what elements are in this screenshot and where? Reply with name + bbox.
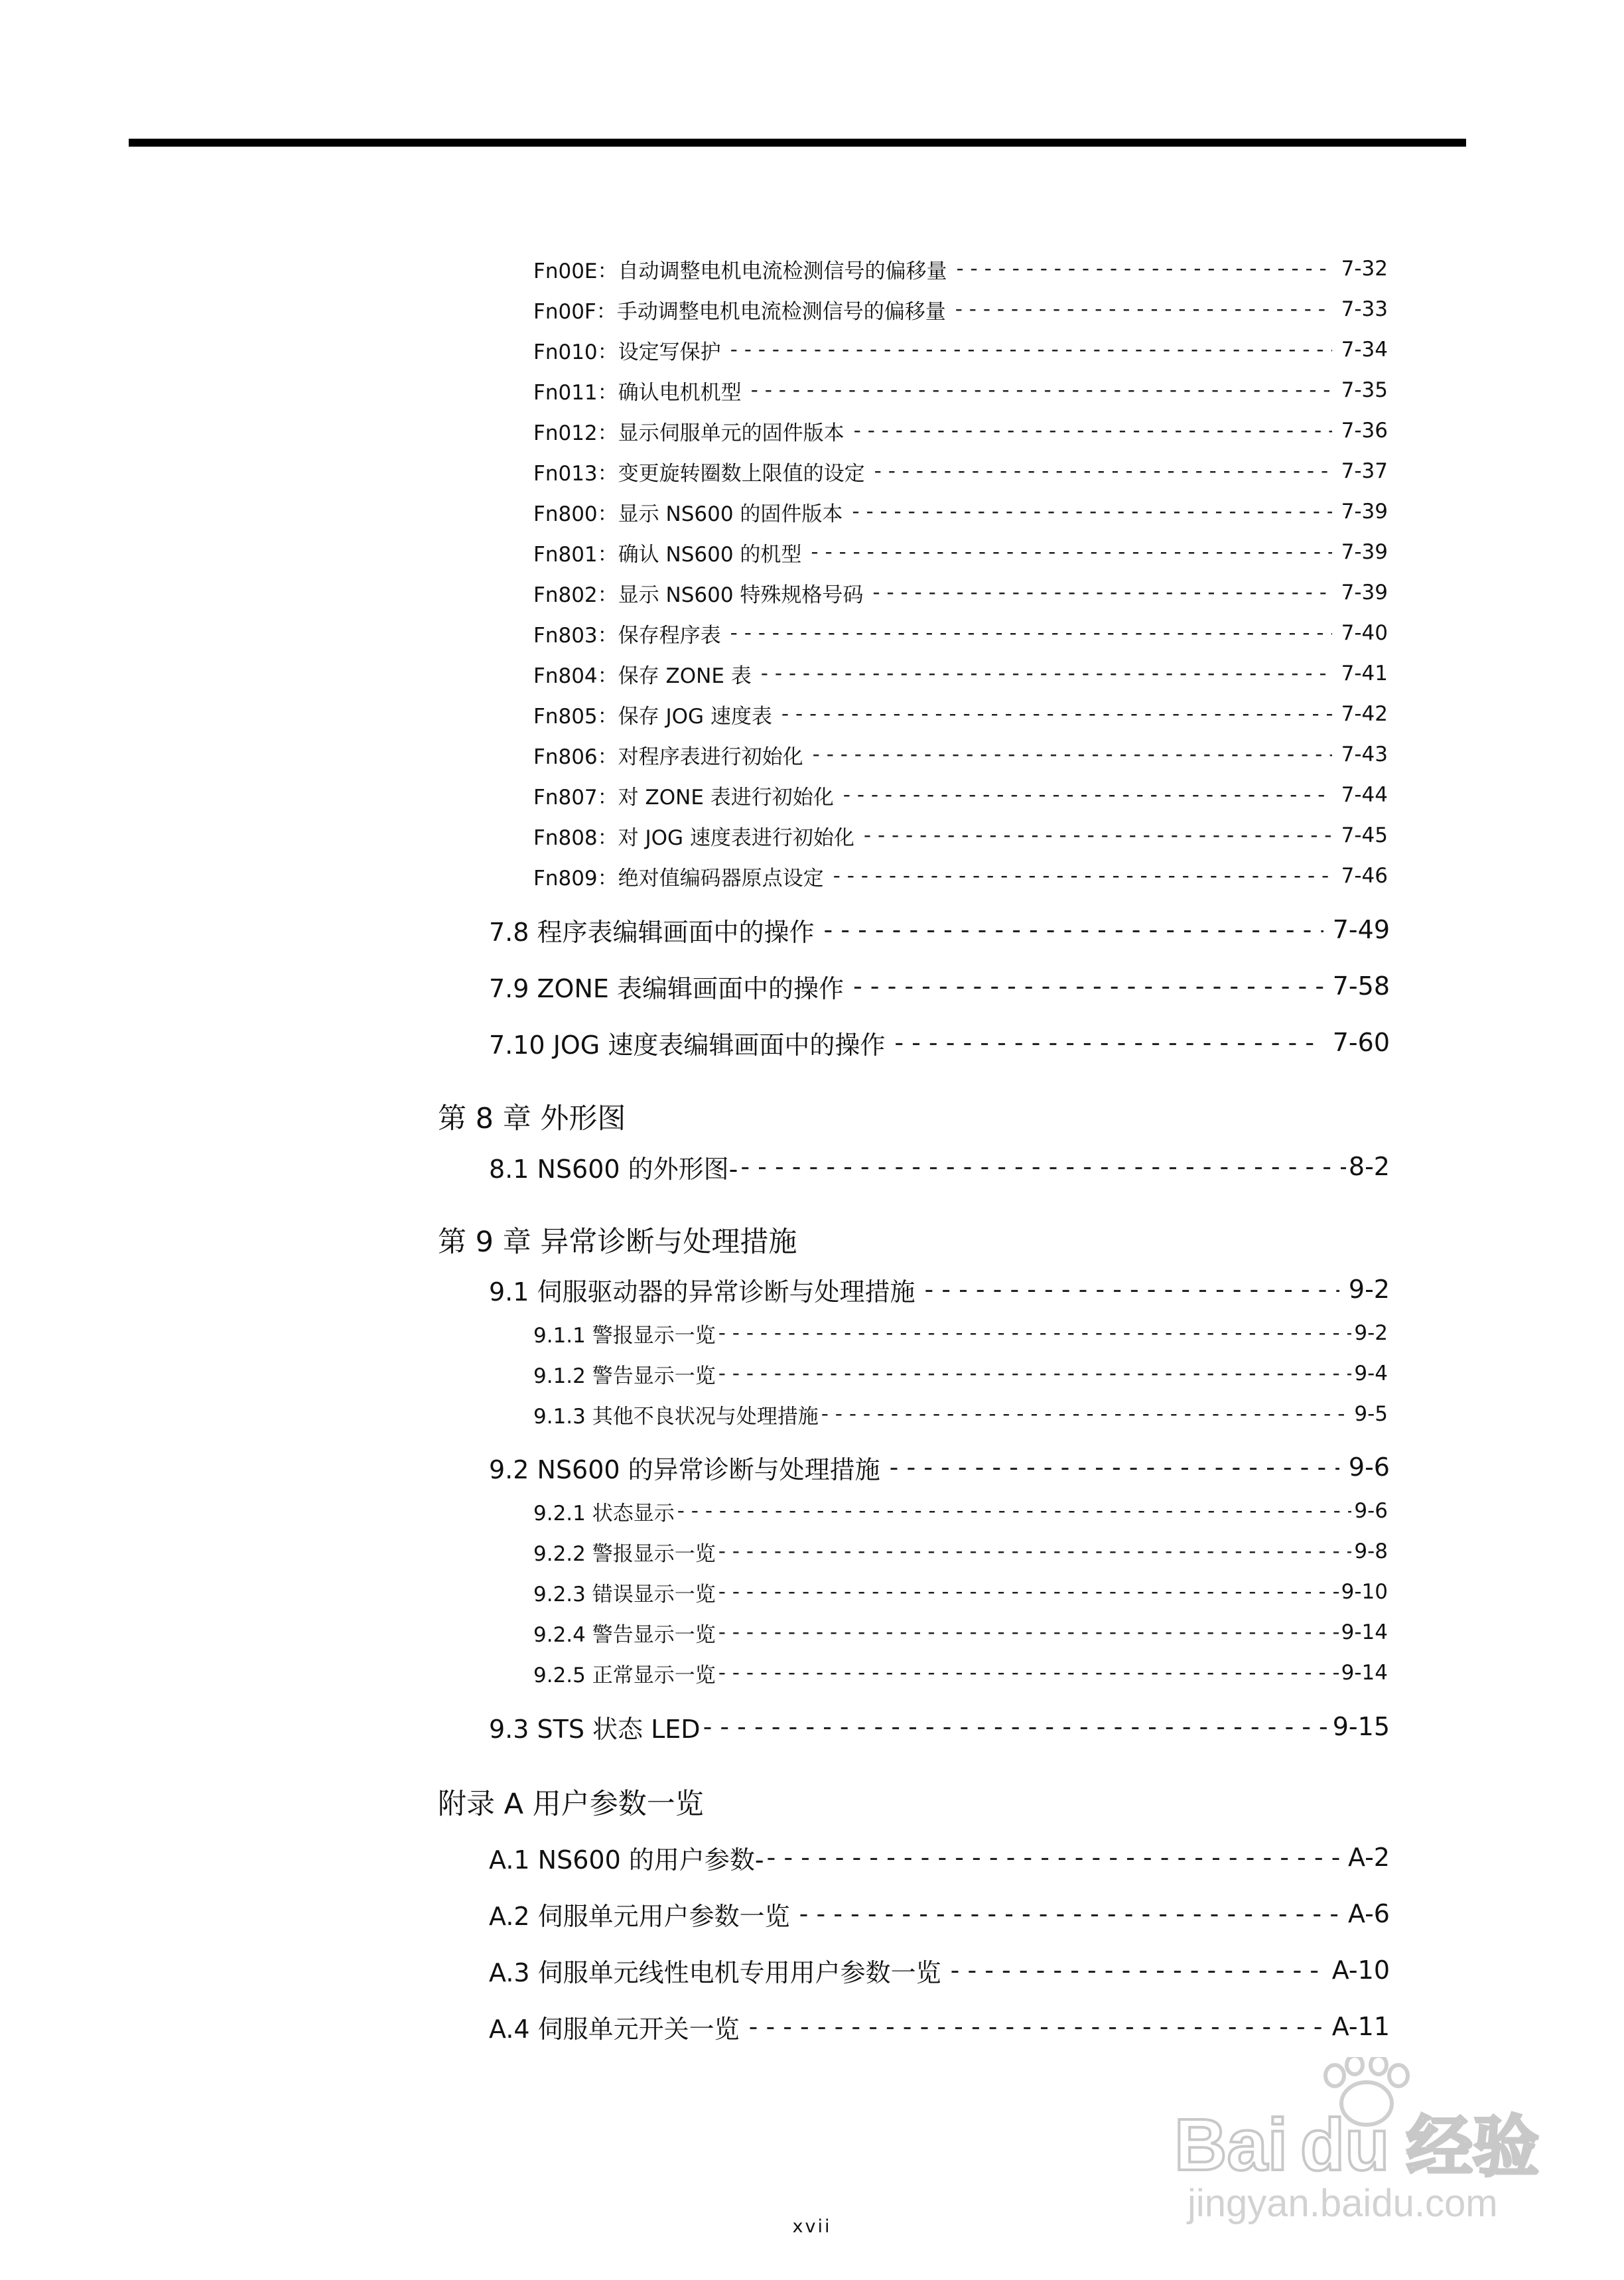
toc-entry[interactable] — [533, 578, 1388, 607]
toc-entry-page: 7-42 — [1341, 702, 1388, 726]
toc-entry-page: 7-43 — [1341, 743, 1388, 766]
toc-entry[interactable] — [533, 1399, 1388, 1429]
toc-entry-page: 7-44 — [1341, 783, 1388, 807]
toc-entry-label: Fn013：变更旋转圈数上限值的设定 — [533, 461, 865, 486]
toc-entry[interactable] — [533, 1318, 1388, 1348]
toc-section-label: A.4 伺服单元开关一览 — [489, 2014, 740, 2044]
toc-entry-page: 7-36 — [1341, 419, 1388, 443]
toc-entry-label: Fn804：保存 ZONE 表 — [533, 664, 752, 688]
chapter-heading[interactable]: 第 9 章 异常诊断与处理措施 — [438, 1225, 797, 1259]
baidu-jingyan-watermark — [1168, 2057, 1566, 2230]
toc-entry[interactable] — [533, 780, 1388, 810]
toc-entry[interactable] — [533, 295, 1388, 324]
toc-entry[interactable] — [533, 1658, 1388, 1687]
toc-section-page: A-6 — [1347, 1899, 1390, 1928]
toc-entry-page: 7-40 — [1341, 621, 1388, 645]
toc-entry-label: Fn808：对 JOG 速度表进行初始化 — [533, 825, 854, 850]
toc-entry-label: Fn805：保存 JOG 速度表 — [533, 704, 772, 729]
toc-entry-page: 7-32 — [1341, 257, 1388, 281]
toc-section[interactable] — [489, 1839, 1390, 1876]
svg-text:经验: 经验 — [1406, 2108, 1539, 2186]
toc-entry[interactable] — [533, 1537, 1388, 1566]
toc-entry-page: 9-2 — [1354, 1321, 1388, 1345]
toc-entry-label: Fn806：对程序表进行初始化 — [533, 745, 803, 769]
toc-entry-page: 9-5 — [1354, 1402, 1388, 1426]
toc-entry-page: 7-33 — [1341, 297, 1388, 321]
toc-entry-page: 9-14 — [1341, 1620, 1388, 1644]
toc-section-page: 9-2 — [1348, 1275, 1390, 1304]
toc-section[interactable] — [489, 1148, 1390, 1185]
toc-section[interactable] — [489, 1895, 1390, 1932]
toc-entry[interactable] — [533, 1359, 1388, 1388]
toc-section-label: 7.9 ZONE 表编辑画面中的操作 — [489, 973, 844, 1003]
toc-entry[interactable] — [533, 416, 1388, 445]
chapter-heading[interactable]: 第 8 章 外形图 — [438, 1102, 626, 1135]
toc-entry[interactable] — [533, 1577, 1388, 1606]
toc-section[interactable] — [489, 1708, 1390, 1745]
toc-entry-page: 9-10 — [1341, 1580, 1388, 1604]
toc-section-page: A-2 — [1347, 1843, 1390, 1872]
svg-text:jingyan.baidu.com: jingyan.baidu.com — [1187, 2182, 1498, 2225]
toc-entry-page: 7-39 — [1341, 500, 1388, 524]
toc-entry[interactable] — [533, 335, 1388, 364]
toc-entry-page: 9-8 — [1354, 1539, 1388, 1563]
toc-section[interactable] — [489, 967, 1390, 1005]
toc-section[interactable] — [489, 2008, 1390, 2045]
toc-section-page: 9-15 — [1332, 1712, 1390, 1741]
toc-section-page: 7-60 — [1332, 1028, 1390, 1057]
toc-entry-page: 9-14 — [1341, 1661, 1388, 1685]
toc-entry[interactable] — [533, 861, 1388, 891]
toc-entry-page: 7-39 — [1341, 581, 1388, 605]
appendix-heading[interactable]: 附录 A 用户参数一览 — [438, 1787, 704, 1821]
page-number: xvii — [792, 2216, 832, 2237]
toc-section-label: 9.3 STS 状态 LED — [489, 1714, 701, 1744]
toc-entry-label: 9.2.5 正常显示一览 — [533, 1663, 716, 1687]
toc-entry-label: 9.1.2 警告显示一览 — [533, 1364, 716, 1388]
toc-section-label: A.3 伺服单元线性电机专用用户参数一览 — [489, 1958, 941, 1987]
toc-entry-label: 9.1.1 警报显示一览 — [533, 1323, 716, 1348]
svg-text:Bai: Bai — [1174, 2104, 1288, 2186]
toc-entry-page: 7-41 — [1341, 662, 1388, 685]
toc-entry[interactable] — [533, 618, 1388, 648]
toc-entry-page: 7-34 — [1341, 338, 1388, 362]
toc-entry-label: 9.1.3 其他不良状况与处理措施 — [533, 1404, 819, 1429]
toc-entry-label: Fn800：显示 NS600 的固件版本 — [533, 502, 843, 526]
toc-entry-label: Fn802：显示 NS600 特殊规格号码 — [533, 583, 864, 607]
toc-entry-label: Fn809：绝对值编码器原点设定 — [533, 866, 824, 891]
toc-entry-label: Fn00E：自动调整电机电流检测信号的偏移量 — [533, 259, 947, 283]
toc-section-page: 7-49 — [1332, 915, 1390, 944]
toc-entry-page: 7-37 — [1341, 459, 1388, 483]
toc-entry-label: 9.2.4 警告显示一览 — [533, 1622, 716, 1647]
toc-section-label: A.2 伺服单元用户参数一览 — [489, 1901, 790, 1931]
toc-entry[interactable] — [533, 740, 1388, 769]
toc-entry-page: 9-4 — [1354, 1362, 1388, 1386]
toc-entry-label: Fn807：对 ZONE 表进行初始化 — [533, 785, 834, 810]
toc-section-label: A.1 NS600 的用户参数- — [489, 1845, 764, 1875]
toc-section-label: 7.10 JOG 速度表编辑画面中的操作 — [489, 1030, 886, 1060]
toc-section-label: 9.1 伺服驱动器的异常诊断与处理措施 — [489, 1277, 915, 1307]
toc-entry-page: 7-35 — [1341, 378, 1388, 402]
toc-entry-page: 7-46 — [1341, 864, 1388, 888]
toc-section[interactable] — [489, 1271, 1390, 1308]
toc-section[interactable] — [489, 1449, 1390, 1486]
toc-entry-page: 9-6 — [1354, 1499, 1388, 1523]
svg-text:du: du — [1300, 2104, 1390, 2186]
toc-entry-label: 9.2.1 状态显示 — [533, 1501, 675, 1526]
toc-entry[interactable] — [533, 376, 1388, 405]
toc-entry-label: Fn803：保存程序表 — [533, 623, 721, 648]
toc-section-page: 9-6 — [1348, 1453, 1390, 1482]
toc-entry-page: 7-45 — [1341, 823, 1388, 847]
toc-entry-label: 9.2.3 错误显示一览 — [533, 1582, 716, 1606]
toc-entry[interactable] — [533, 699, 1388, 729]
toc-entry[interactable] — [533, 254, 1388, 283]
toc-section[interactable] — [489, 1952, 1390, 1989]
toc-entry-label: Fn012：显示伺服单元的固件版本 — [533, 421, 845, 445]
toc-section-label: 8.1 NS600 的外形图- — [489, 1154, 738, 1184]
toc-entry-label: Fn00F：手动调整电机电流检测信号的偏移量 — [533, 299, 946, 324]
toc-entry[interactable] — [533, 1618, 1388, 1647]
toc-entry[interactable] — [533, 821, 1388, 850]
toc-section-page: A-11 — [1331, 2012, 1390, 2041]
toc-entry[interactable] — [533, 659, 1388, 688]
toc-entry-page: 7-39 — [1341, 540, 1388, 564]
toc-section-label: 7.8 程序表编辑画面中的操作 — [489, 917, 815, 947]
toc-entry-label: 9.2.2 警报显示一览 — [533, 1541, 716, 1566]
toc-section[interactable] — [489, 1024, 1390, 1061]
toc-section-page: 8-2 — [1348, 1152, 1390, 1181]
toc-entry[interactable] — [533, 457, 1388, 486]
toc-entry[interactable] — [533, 1496, 1388, 1526]
toc-section-label: 9.2 NS600 的异常诊断与处理措施 — [489, 1455, 880, 1484]
toc-entry-label: Fn011：确认电机机型 — [533, 380, 742, 405]
toc-section-page: 7-58 — [1332, 971, 1390, 1001]
toc-entry-label: Fn801：确认 NS600 的机型 — [533, 542, 802, 567]
toc-entry-label: Fn010：设定写保护 — [533, 340, 721, 364]
toc-section[interactable] — [489, 911, 1390, 948]
toc-entry[interactable] — [533, 497, 1388, 526]
toc-section-page: A-10 — [1331, 1956, 1390, 1985]
toc-entry[interactable] — [533, 537, 1388, 567]
